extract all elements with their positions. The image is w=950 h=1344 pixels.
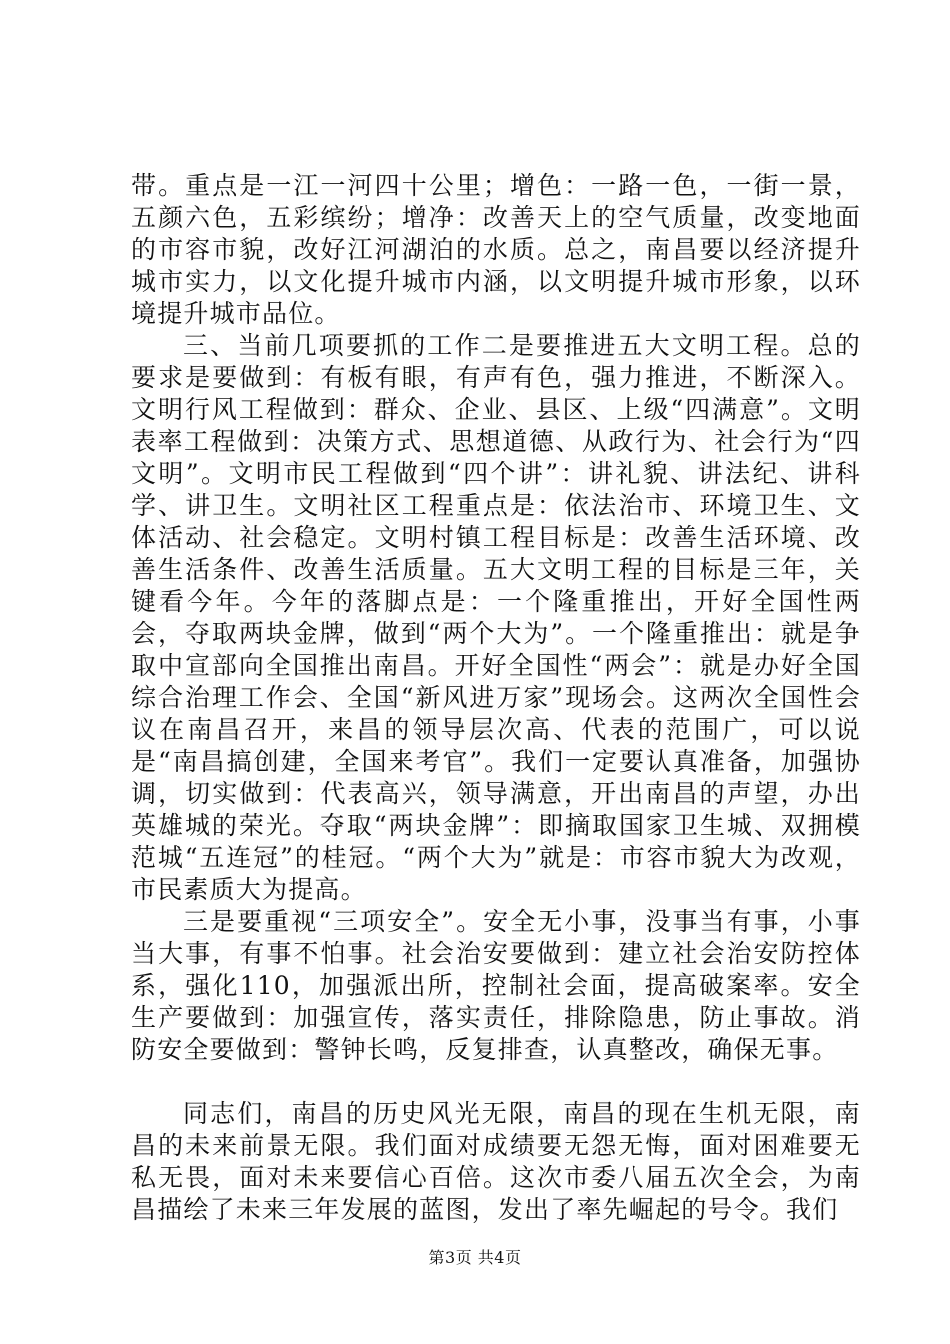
- paragraph-1: 带。重点是一江一河四十公里；增色：一路一色，一街一景，五颜六色，五彩缤纷；增净：改善天上的空气质量，改变地面的市容市貌，改好江河湖泊的水质。总之，南昌要以经济提升城市实力，以文化提升城市内涵，以文明提升城市形象，以环境提升城市品位。: [131, 171, 861, 328]
- paragraph-2: 三、当前几项要抓的工作二是要推进五大文明工程。总的要求是要做到：有板有眼，有声有色，强力推进，不断深入。文明行风工程做到：群众、企业、县区、上级“四满意”。文明表率工程做到：决策方式、思想道德、从政行为、社会行为“四文明”。文明市民工程做到“四个讲”：讲礼貌、讲法纪、讲科学、讲卫生。文明社区工程重点是：依法治市、环境卫生、文体活动、社会稳定。文明村镇工程目标是：改善生活环境、改善生活条件、改善生活质量。五大文明工程的目标是三年，关键看今年。今年的落脚点是：一个隆重推出，开好全国性两会，夺取两块金牌，做到“两个大为”。一个隆重推出：就是争取中宣部向全国推出南昌。开好全国性“两会”：就是办好全国综合治理工作会、全国“新风进万家”现场会。这两次全国性会议在南昌召开，来昌的领导层次高、代表的范围广，可以说是“南昌搞创建，全国来考官”。我们一定要认真准备，加强协调，切实做到：代表高兴，领导满意，开出南昌的声望，办出英雄城的荣光。夺取“两块金牌”：即摘取国家卫生城、双拥模范城“五连冠”的桂冠。“两个大为”就是：市容市貌大为改观，市民素质大为提高。: [131, 331, 861, 904]
- document-body: [131, 170, 861, 1226]
- paragraph-3: 三是要重视“三项安全”。安全无小事，没事当有事，小事当大事，有事不怕事。社会治安要做到：建立社会治安防控体系，强化110，加强派出所，控制社会面，提高破案率。安全生产要做到：加强宣传，落实责任，排除隐患，防止事故。消防安全要做到：警钟长鸣，反复排查，认真整改，确保无事。: [131, 907, 861, 1064]
- paragraph-gap: [131, 1066, 861, 1098]
- paragraph-4: 同志们，南昌的历史风光无限，南昌的现在生机无限，南昌的未来前景无限。我们面对成绩要无怨无悔，面对困难要无私无畏，面对未来要信心百倍。这次市委八届五次全会，为南昌描绘了未来三年发展的蓝图，发出了率先崛起的号令。我们: [131, 1099, 861, 1224]
- page-footer: 第3页 共4页: [428, 1248, 522, 1267]
